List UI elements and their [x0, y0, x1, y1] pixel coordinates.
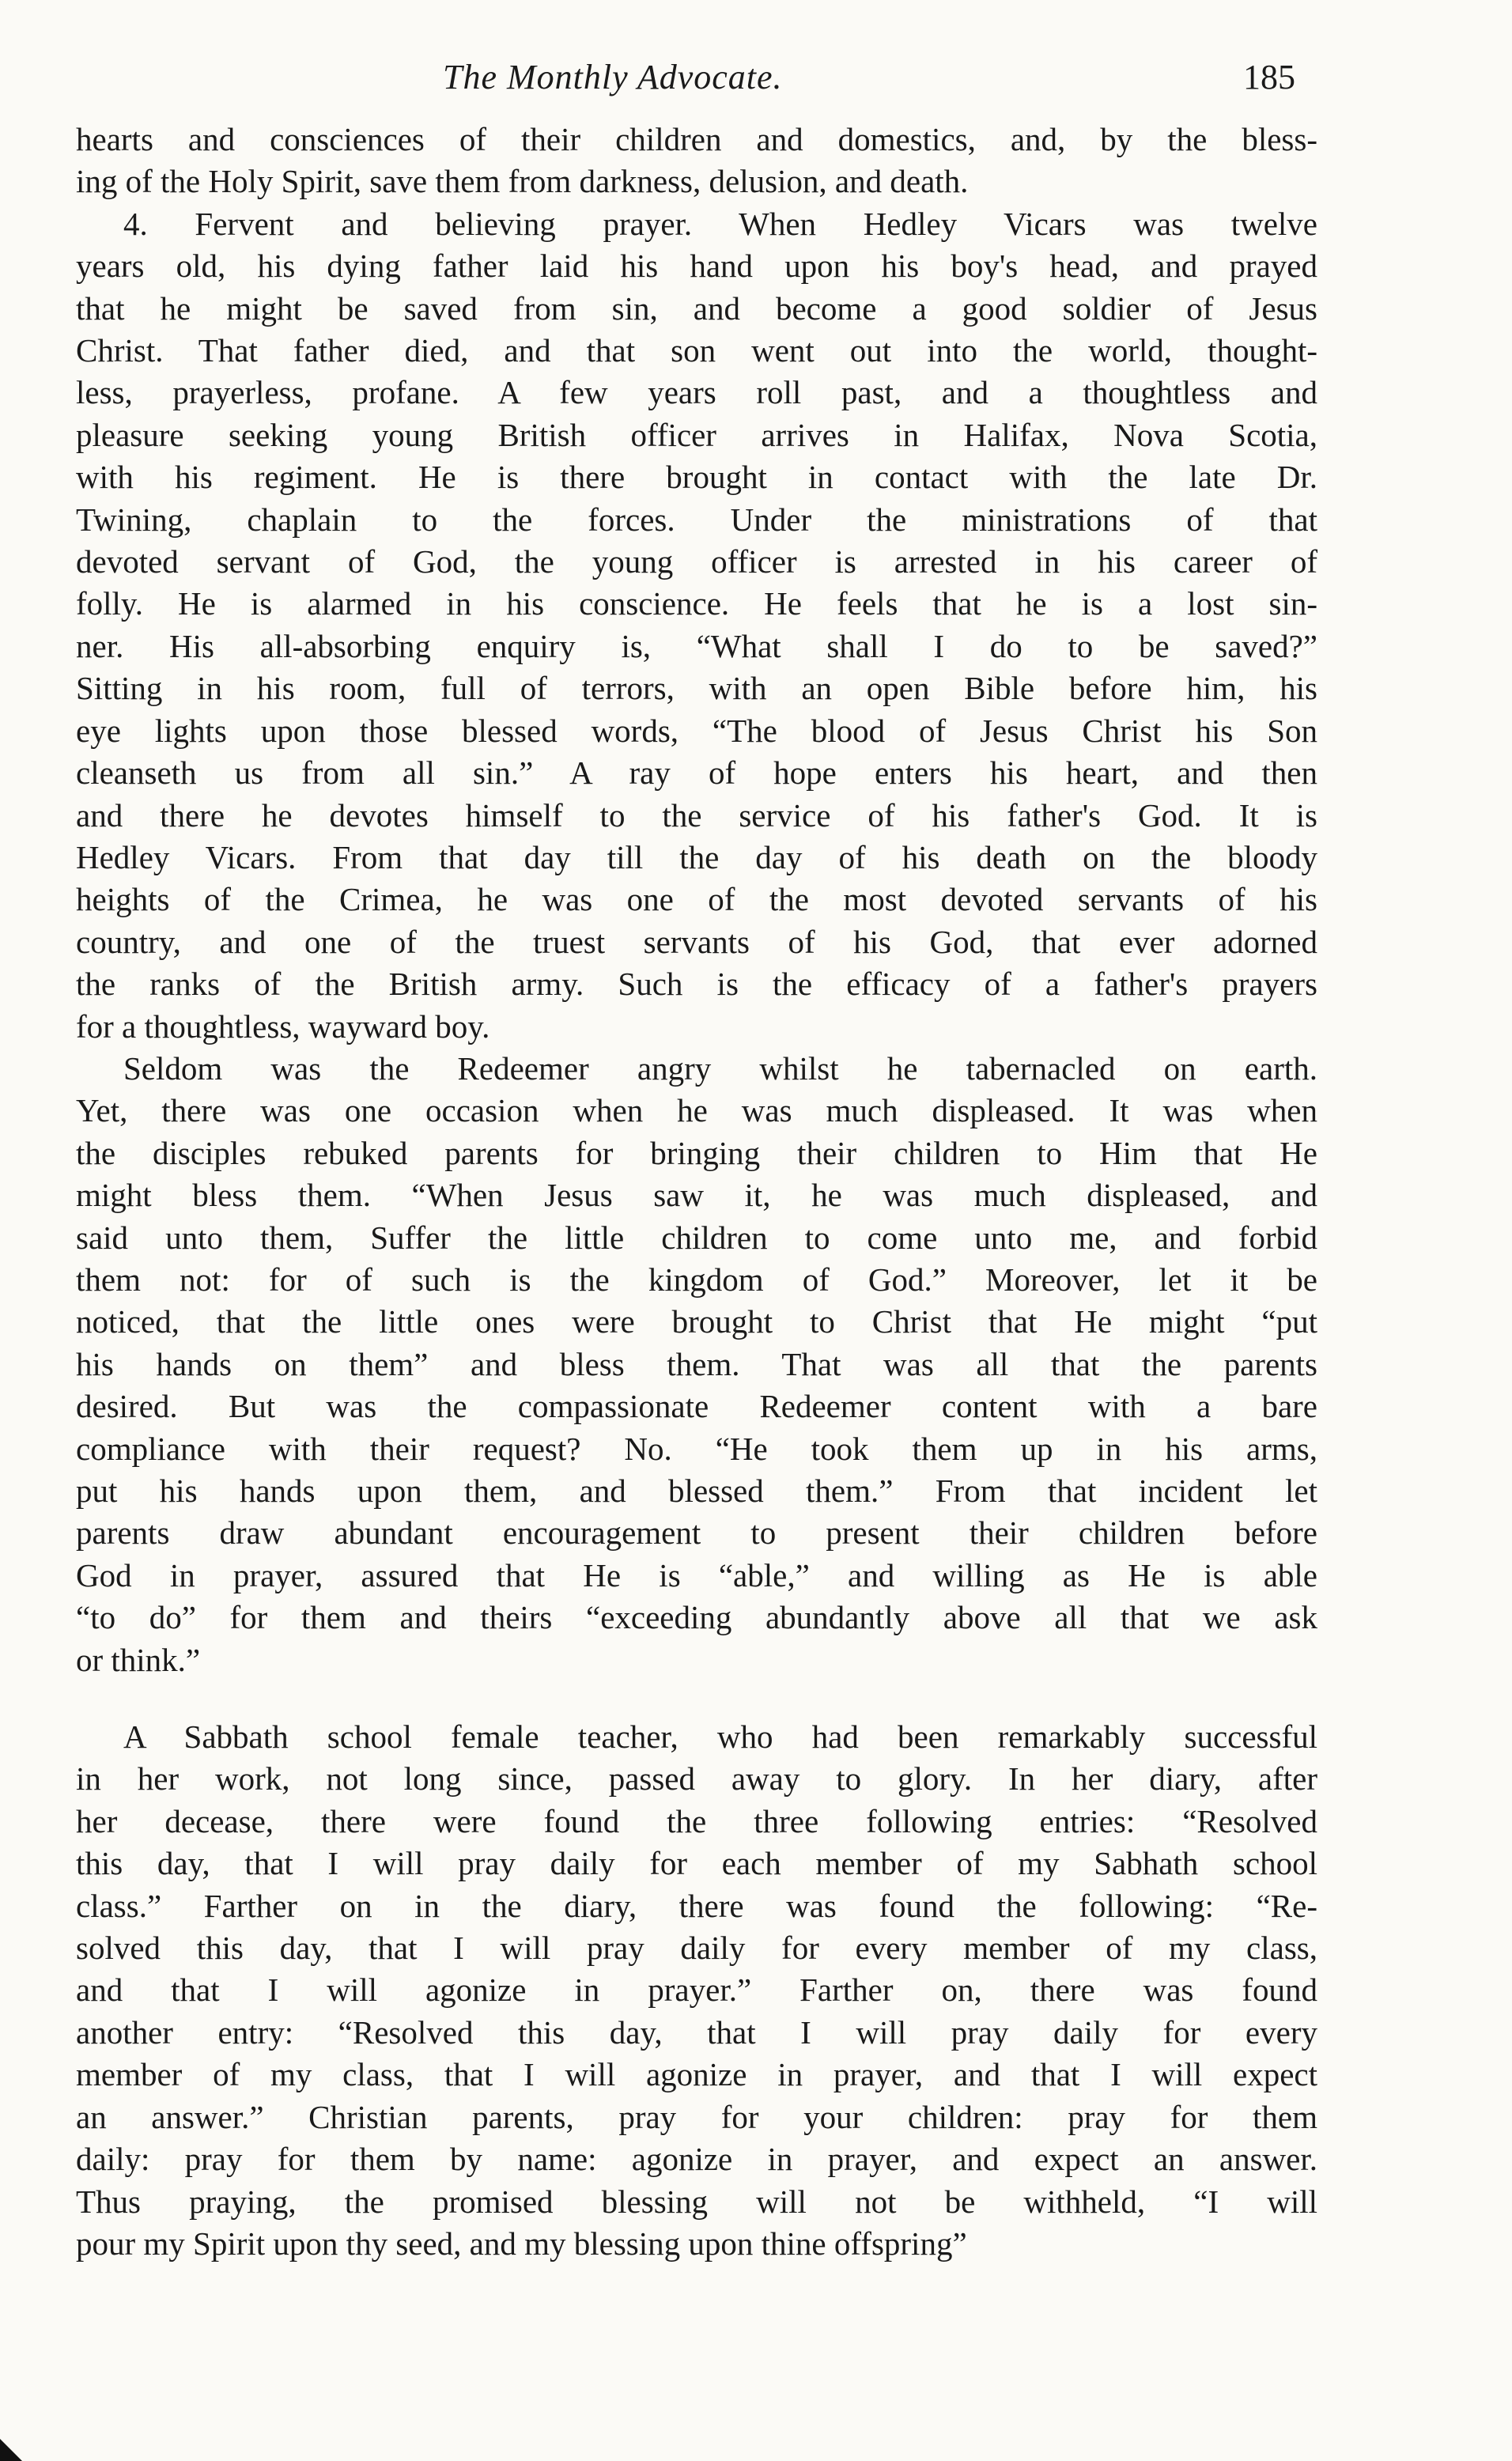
text-line: might bless them. “When Jesus saw it, he was much displeased, and [76, 1177, 1317, 1214]
text-line: Hedley Vicars. From that day till the day of his death on the bloody [76, 838, 1317, 875]
body-text [76, 119, 1317, 2265]
text-line: Christ. That father died, and that son went out into the world, thought- [76, 332, 1317, 369]
text-line: eye lights upon those blessed words, “The blood of Jesus Christ his Son [76, 712, 1317, 749]
text-line: 4. Fervent and believing prayer. When Hedley Vicars was twelve [123, 205, 1317, 242]
text-line: ing of the Holy Spirit, save them from darkness, delusion, and death. [76, 163, 969, 200]
text-line: “to do” for them and theirs “exceeding abundantly above all that we ask [76, 1599, 1317, 1636]
text-line: or think.” [76, 1641, 201, 1678]
text-line: the ranks of the British army. Such is the efficacy of a father's prayers [76, 966, 1317, 1003]
text-line: an answer.” Christian parents, pray for your children: pray for them [76, 2098, 1317, 2135]
running-header [0, 57, 1512, 112]
text-line: and there he devotes himself to the service of his father's God. It is [76, 796, 1317, 834]
text-line: pour my Spirit upon thy seed, and my blessing upon thine offspring” [76, 2225, 967, 2262]
text-line: less, prayerless, profane. A few years roll past, and a thoughtless and [76, 374, 1317, 411]
text-line: compliance with their request? No. “He took them up in his arms, [76, 1430, 1317, 1467]
text-line: Twining, chaplain to the forces. Under the ministrations of that [76, 501, 1317, 538]
text-line: her decease, there were found the three following entries: “Resolved [76, 1802, 1317, 1839]
text-line: country, and one of the truest servants of his God, that ever adorned [76, 923, 1317, 960]
paragraph-gap [76, 1681, 1317, 1716]
text-line: his hands on them” and bless them. That was all that the parents [76, 1345, 1317, 1382]
text-line: parents draw abundant encouragement to present their children before [76, 1514, 1317, 1552]
text-line: God in prayer, assured that He is “able,” and willing as He is able [76, 1556, 1317, 1593]
page-number: 185 [1243, 58, 1295, 96]
text-line: and that I will agonize in prayer.” Farther on, there was found [76, 1971, 1317, 2009]
text-line: that he might be saved from sin, and become a good soldier of Jesus [76, 289, 1317, 327]
text-line: pleasure seeking young British officer arrives in Halifax, Nova Scotia, [76, 416, 1317, 453]
text-line: Yet, there was one occasion when he was much displeased. It was when [76, 1092, 1317, 1129]
text-line: another entry: “Resolved this day, that I will pray daily for every [76, 2013, 1317, 2051]
text-line: daily: pray for them by name: agonize in prayer, and expect an answer. [76, 2141, 1317, 2178]
text-line: hearts and consciences of their children and domestics, and, by the bless- [76, 121, 1317, 157]
text-line: years old, his dying father laid his hand upon his boy's head, and prayed [76, 248, 1317, 285]
text-line: devoted servant of God, the young officer is arrested in his career of [76, 543, 1317, 580]
text-line: member of my class, that I will agonize in prayer, and that I will expect [76, 2056, 1317, 2093]
text-line: folly. He is alarmed in his conscience. He feels that he is a lost sin- [76, 585, 1317, 622]
text-line: the disciples rebuked parents for bringing their children to Him that He [76, 1134, 1317, 1171]
text-line: solved this day, that I will pray daily for every member of my class, [76, 1930, 1317, 1967]
text-line: cleanseth us from all sin.” A ray of hope enters his heart, and then [76, 754, 1317, 792]
text-line: ner. His all-absorbing enquiry is, “What shall I do to be saved?” [76, 627, 1317, 664]
text-line: noticed, that the little ones were brought to Christ that He might “put [76, 1303, 1317, 1340]
text-line: Sitting in his room, full of terrors, with an open Bible before him, his [76, 670, 1317, 707]
text-line: Thus praying, the promised blessing will not be withheld, “I will [76, 2183, 1317, 2220]
text-line: desired. But was the compassionate Redeemer content with a bare [76, 1388, 1317, 1425]
text-line: for a thoughtless, wayward boy. [76, 1007, 490, 1045]
text-line: said unto them, Suffer the little children to come unto me, and forbid [76, 1219, 1317, 1256]
text-line: with his regiment. He is there brought in contact with the late Dr. [76, 459, 1317, 496]
text-line: class.” Farther on in the diary, there was found the following: “Re- [76, 1887, 1317, 1924]
running-title: The Monthly Advocate. [443, 58, 783, 96]
text-line: this day, that I will pray daily for each member of my Sabhath school [76, 1845, 1317, 1882]
text-line: put his hands upon them, and blessed them.” From that incident let [76, 1472, 1317, 1509]
text-line: heights of the Crimea, he was one of the most devoted servants of his [76, 881, 1317, 918]
text-line: Seldom was the Redeemer angry whilst he tabernacled on earth. [123, 1049, 1317, 1087]
text-line: them not: for of such is the kingdom of God.” Moreover, let it be [76, 1261, 1317, 1298]
page-corner-mark [0, 2439, 22, 2461]
text-line: in her work, not long since, passed away to glory. In her diary, after [76, 1760, 1317, 1798]
text-line: A Sabbath school female teacher, who had been remarkably successful [123, 1718, 1317, 1756]
